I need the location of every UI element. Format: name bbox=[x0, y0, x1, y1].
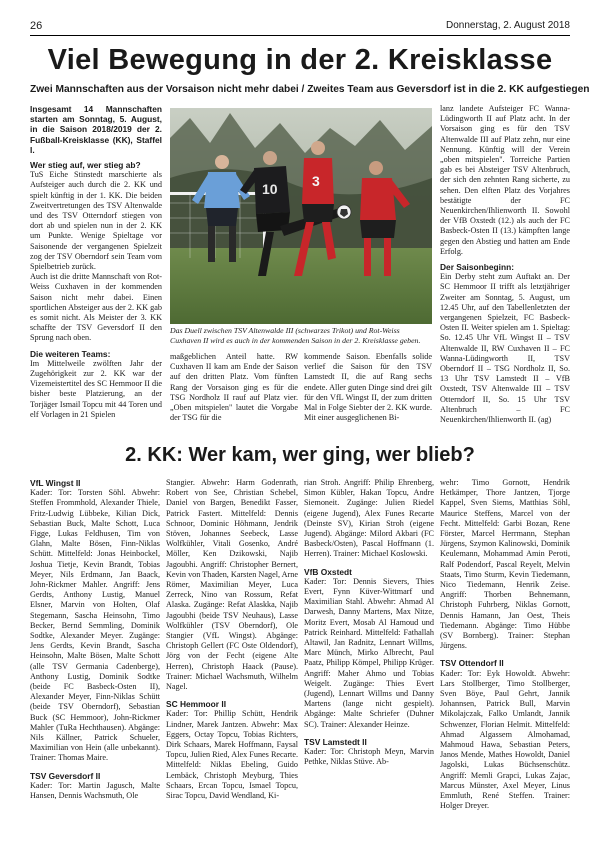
svg-text:3: 3 bbox=[312, 173, 320, 189]
team-roster: Kader: Tor: Eyk Howoldt. Abwehr: Lars Stollberger, Timo Stollberger, Sven Böye, Paul Gehrt, Jannik Johannsen, Patrick Bull, Marvin Mikolajczak, Falko Umlandt, Jannik Schwenzer, Florian Helmit. Mittelfeld: Ahmad Algassem Almohamad, Mahmoud Hawa, Sebastian Peters, Janos Mende, Mathes Howoldt, Daniel Jagolski, Lukas Büchsenschütz. Angriff: Memli Grapci, Lukas Zajac, Marcus Münster, Axel Meyer, Linus Emmluth, René Steffen. Trainer: Holger Dreyer. bbox=[440, 668, 570, 811]
page-number: 26 bbox=[30, 20, 43, 32]
section-title-teams: Die weiteren Teams: bbox=[30, 348, 111, 359]
team-roster: Kader: Tor: Phillip Schütt, Hendrik Lindner, Marek Jantzen. Abwehr: Max Eggers, Octay Topcu, Tobias Richters, Dirk Schaars, Marek Hoffmann, Faysal Topcu, Julien Ried, Alex Funes Recarte. Mittelfeld: Niklas Ebeling, Guido Lembäck, Christoph Meyburg, Thies Schaars, Ercan Topcu, Ismael Topcu, Sirac Topcu, David Wendland, Ki- bbox=[166, 709, 298, 801]
team-name: TSV Lamstedt II bbox=[304, 736, 367, 747]
football-match-photo bbox=[170, 108, 432, 324]
article-column-4-text: lanz landete Aufsteiger FC Wanna-Lüdingworth II auf Platz acht. In der Vorsaison ging es für den TSV Altenwalde III auf Platz zehn, nur eine Nennung. Künftig will der Verein „oben mitspielen". Torreiche Partien gab es bei Absteiger TSV Altenbruch, der sich den zehnten Rang sicherte, zu sehen. Den elften Platz des Vorjahres bestätigte der FC Neuenkirchen/Ihlienworth II. Sowohl der VfB Oxstedt (12.) als auch der FC Basbeck-Osten II (13.) kämpften lange gegen den Abstieg und hatten am Ende Erfolg. bbox=[440, 104, 570, 256]
team-roster: Kader: Tor: Torsten Söhl. Abwehr: Steffen Frommhold, Alexander Thiele, Fritz-Ludwig Lübbeke, Kilian Dick, Sebastian Buck, Malte Schott, Luca Figge, Lukas Feldhusen, Tim von Glahn, Malte Bösen, Finn-Niklas Schütt. Mittelfeld: Jonas Heinbockel, Joshua Tietje, Kevin Brandt, Tobias Meyer, Nils Erdmann, Jan Baack, John-Rickmer Mahler. Angriff: Jens Gerdts, Anthony Lustig, Manuel Elsner, Marvin von Holten, Olaf Stegemann, Sascha Heinsohn, Timo Becker, Bernd Semmling, Dominik Sodtke, Alexander Meyer. Zugänge: Jens Gerdts, Kevin Brandt, Sascha Heinsohn, Malte Bösen, Malte Schott (alle TSV Germania Cadenberge), Anthony Lustig, Dominik Sodtke (beide FC Basbeck-Osten II), Alexander Meyer, Finn-Niklas Schütt (beide TSV Oberndorf), Sebastian Buck (SC Hemmoor), John-Rickmer Mahler (TuRa Hechthausen). Abgänge: Nils Källner, Patrick Schueler, Maximilian von Hein (alle unbekannt). Trainer: Thomas Maire. bbox=[30, 488, 160, 763]
match-photo bbox=[170, 108, 432, 324]
section-title-promotion: Wer stieg auf, wer stieg ab? bbox=[30, 160, 141, 171]
team-roster: wehr: Timo Gornott, Hendrik Hetkämper, Thore Jantzen, Tjorge Kappel, Sven Siems, Matthias Söhl, Maurice Steffens, Marcel von der Fecht. Mittelfeld: Garbi Bozan, Rene Förster, Marcel Herrmann, Stephan Jürgens, Szymon Kalinowski, Dominik Keulemann, Mohammad Amin Peroti, Ralf Podendorf, Pascal Reyelt, Melvin Staats, Timo Sturm, Kevin Tiedemann, Nico Tiedemann, Henrik Zeise. Angriff: Thorben Behnemann, Christoph Fuhrberg, Niklas Gornott, Dennis Hamann, Jan Oest, Theis Tiedemann. Abgänge: Timo Hübbe (SV Bornberg). Trainer: Stephan Jürgens. bbox=[440, 478, 570, 651]
article-headline: Viel Bewegung in der 2. Kreisklasse bbox=[47, 44, 553, 76]
team-name: TSV Ottendorf II bbox=[440, 658, 504, 669]
article-lead: Insgesamt 14 Mannschaften starten am Sonntag, 5. August, in die Saison 2018/2019 der 2. Fußball-Kreisklasse (KK), Staffel I. bbox=[30, 104, 162, 155]
section-text-promotion-2: Auch ist die dritte Mannschaft von Rot-Weiss Cuxhaven in der kommenden Saison nicht mehr dabei. Einen sportlichen Absteiger aus der 2. KK gab es somit nicht. Als Meister der 3. KK schaffte der TSV Geversdorf II den Sprung nach oben. bbox=[30, 272, 162, 343]
team-roster: Kader: Tor: Dennis Sievers, Thies Evert, Fynn Küver-Wittmarf und Maximilian Stahl. Abwehr: Ahmad Al Darwesh, Danny Martens, Max Nitze, Moritz Evert, Mosab Al Hamoud und Patrick Reinhard. Mittelfeld: Fathallah Altawil, Jan Radnitz, Lennart Willms, Marc Münch, Mirko Albrecht, Paul Paatz, Philipp Kömpel, Philipp Krüger. Angriff: Maher Ahmo und Tobias Weigelt. Zugänge: Thies Evert (Jugend), Lennart Willms und Danny Martens (lange nicht gespielt). Abgänge: Malte Schriefer (Duhner SC). Trainer: Alexander Heinze. bbox=[304, 576, 434, 729]
section-text-teams: Im Mittelweile zwölften Jahr der Zugehörigkeit zur 2. KK war der Vizemeistertitel des SC Hemmoor II die bisher beste Platzierung, an der Torjäger Ismail Topcu mit 44 Toren und elf Vorlagen in 21 Spielen bbox=[30, 358, 162, 419]
section-title-season-start: Der Saisonbeginn: bbox=[440, 262, 514, 273]
team-roster: Kader: Tor: Christoph Meyn, Marvin Pethke, Niklas Stüve. Ab- bbox=[304, 747, 434, 767]
roster-column-1 bbox=[30, 478, 160, 838]
team-roster: Kader: Tor: Martin Jagusch, Malte Hansen, Dennis Wachsmuth, Ole bbox=[30, 780, 160, 801]
roster-column-2 bbox=[166, 478, 298, 838]
article-column-1 bbox=[30, 104, 162, 432]
issue-date: Donnerstag, 2. August 2018 bbox=[446, 20, 570, 31]
article-column-3-text: kommende Saison. Ebenfalls solide verlief die Saison für den TSV Lamstedt II, die auf Rang sechs endete. Aller guten Dinge sind drei gilt für den VfL Wingst II, der zum dritten Mal in Folge Siebter der 2. KK wurde. Mit einer ausgeglichenen Bi- bbox=[304, 352, 432, 423]
article-column-2-text: maßgeblichen Anteil hatte. RW Cuxhaven II kam am Ende der Saison auf den dritten Platz. Vom fünften Rang der Vorsaison ging es für die TSG Nordholz II rauf auf Platz vier. „Oben mitspielen" lautet die Vorgabe der TSG für die bbox=[170, 352, 298, 423]
roster-headline: 2. KK: Wer kam, wer ging, wer blieb? bbox=[125, 444, 475, 466]
team-name: TSV Geversdorf II bbox=[30, 770, 101, 781]
photo-caption: Das Duell zwischen TSV Altenwalde III (schwarzes Trikot) und Rot-Weiss Cuxhaven II wird es auch in der kommenden Saison in der 2. Kreisklasse geben. bbox=[170, 326, 421, 345]
team-name: VfB Oxstedt bbox=[304, 566, 352, 577]
section-text-promotion: TuS Eiche Stinstedt marschierte als Aufsteiger auch durch die 2. KK und spielt künftig in der 1. KK. Die beiden Zweitvertretungen des TSV Altenwalde und des TSV Otterndorf stiegen von dort ab und spielen nun in der 2. KK um Punkte. Wenige Spieltage vor Saisonende der vergangenen Spielzeit zog der TSV Oberndorf sein Team vom Spielbetrieb zurück. bbox=[30, 170, 162, 272]
section-text-season-start: Ein Derby steht zum Auftakt an. Der SC Hemmoor II trifft als letztjähriger Zweiter am Sonntag, 5. August, um 12.45 Uhr, auf den Tabellenletzten der vergangenen Spielzeit, FC Basbeck-Osten II. Weiter spielen am 1. Spieltag: So. 12.45 Uhr VfL Wingst II – TSV Altenwalde II, RW Cuxhaven II – FC Wanna-Lüdingworth II, TSV Oberndorf II – TSG Nordholz II, So. 13 Uhr TSV Lamstedt II – VfB Oxstedt, TSV Altenwalde III – TSV Otterndorf II, So. 15 Uhr TSV Altenbruch – FC Neuenkirchen/Ihlienworth II. (ag) bbox=[440, 272, 570, 425]
article-subheadline: Zwei Mannschaften aus der Vorsaison nicht mehr dabei / Zweites Team aus Geversdorf ist in die 2. KK aufgestiegen bbox=[30, 84, 590, 95]
roster-column-4 bbox=[440, 478, 570, 838]
page-header bbox=[30, 20, 570, 36]
article-column-2 bbox=[170, 352, 298, 432]
article-column-3 bbox=[304, 352, 432, 432]
roster-column-3 bbox=[304, 478, 434, 838]
team-roster: Stangier. Abwehr: Harm Godenrath, Robert von See, Christian Schebel, Daniel von Bargen, Benedikt Fasser, Patrick Fastert. Mittelfeld: Dennis Schnoor, Dominic Höhmann, Jendrik Stöven, Johannes Seebeck, Lasse Wolfkühler, Vitali Gosenko, André Möller, Ken Dzikowski, Najib Jagoubhi. Angriff: Christopher Bernert, Kevin von Thaden, Karsten Nagel, Arne Römer, Maximilian Meyer, Luca Zerreck, Nino van Rossum, Refat Alaska. Zugänge: Refat Alaskka, Najib Jagoubhi (beide TSV Neuhaus), Lasse Wolfkühler (TSV Oberndorf), Ole Stangier (VfL Wingst). Abgänge: Christoph Gellert (FC Oste Oldendorf), Jörg von der Fecht (eigene Alte Herren), Christoph Haack (Pause). Trainer: Michael Wachsmuth, Wilhelm Nagel. bbox=[166, 478, 298, 692]
article-column-4 bbox=[440, 104, 570, 432]
team-name: VfL Wingst II bbox=[30, 478, 81, 488]
team-name: SC Hemmoor II bbox=[166, 699, 227, 710]
svg-text:10: 10 bbox=[262, 181, 278, 197]
team-roster: rian Stroh. Angriff: Philip Ehrenberg, Simon Kübler, Hakan Topcu, Andre Siemoneit. Zugänge: Julien Riedel (eigene Jugend), Alex Funes Recarte (Deinste SV), Kirian Stroh (eigene Jugend). Abgänge: Milord Akbari (FC Basbeck/Osten), Pascal Hoffmann (1. Herren). Trainer: Michael Koslowski. bbox=[304, 478, 434, 559]
